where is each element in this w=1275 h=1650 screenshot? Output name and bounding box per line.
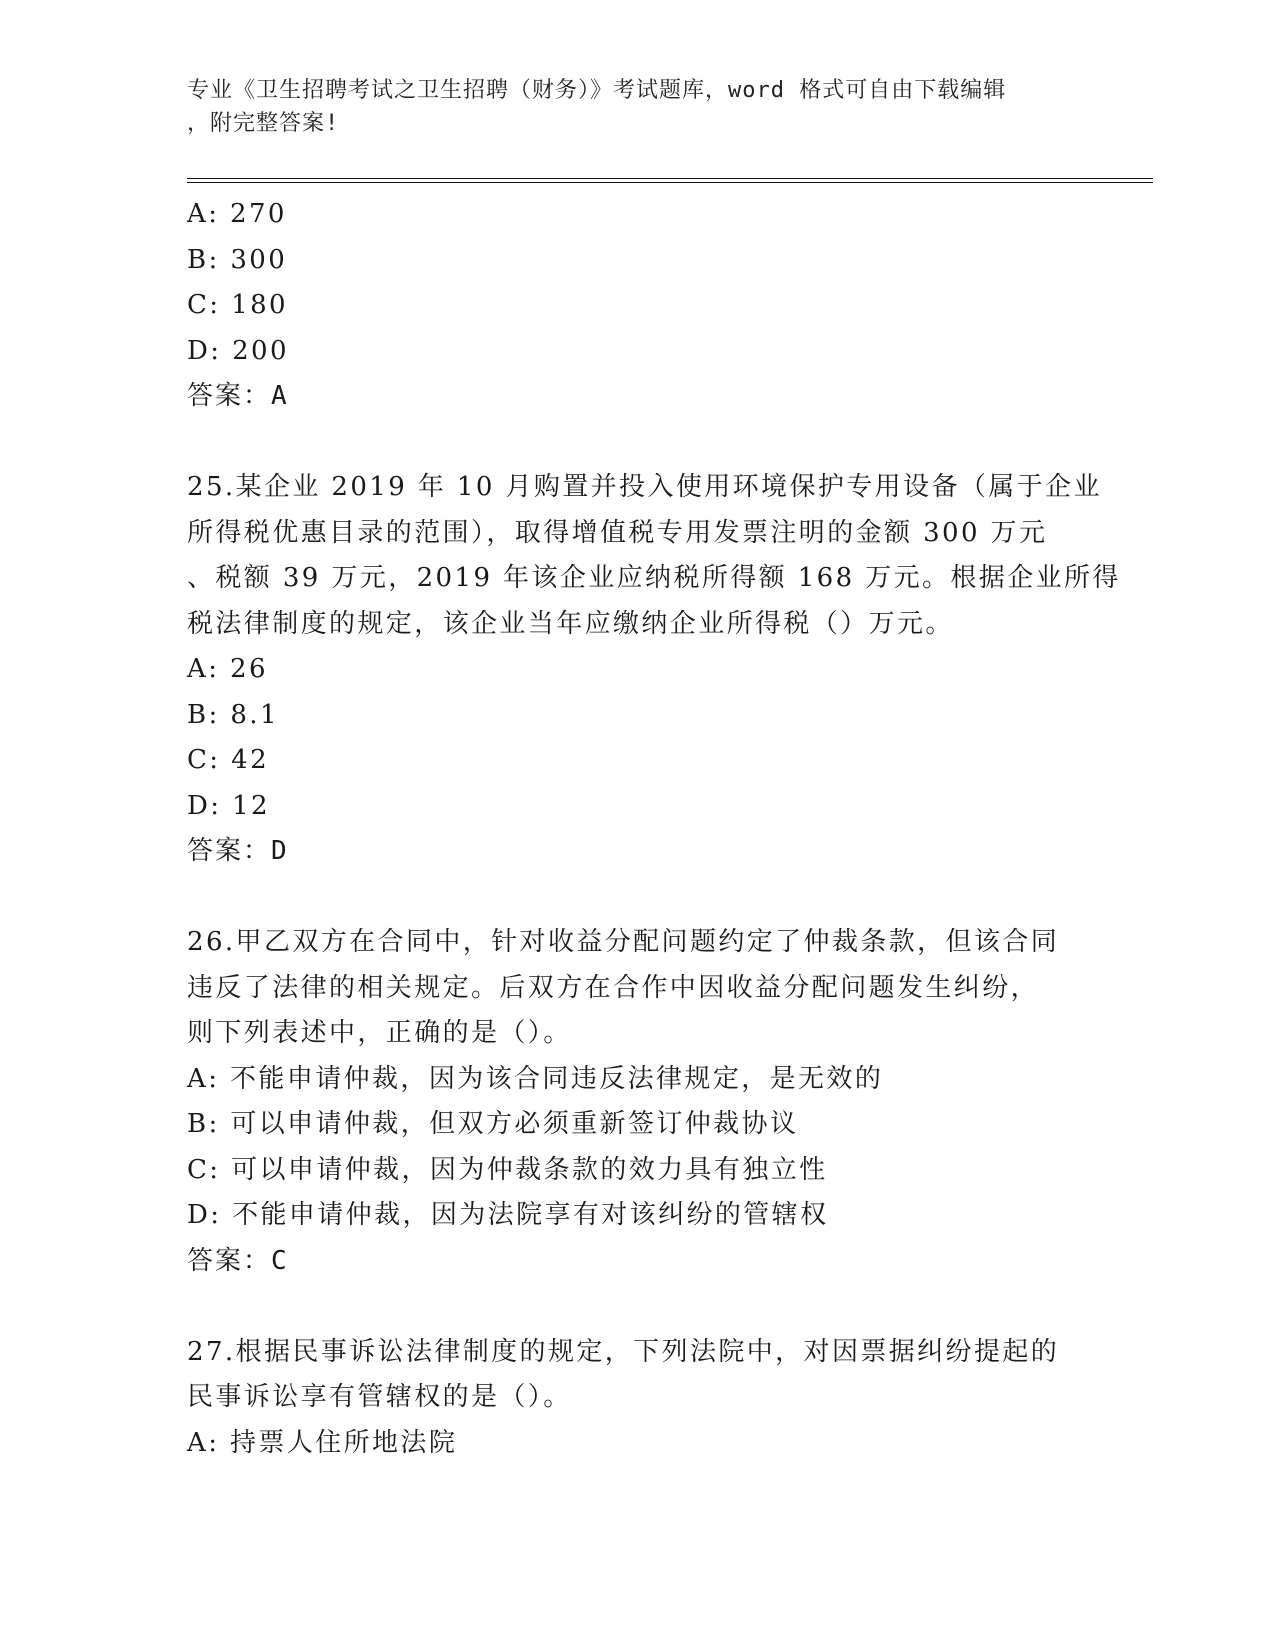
document-header <box>187 74 1087 140</box>
header-divider-bottom <box>187 182 1153 183</box>
spacer <box>187 875 1087 921</box>
answer-value: C <box>271 1245 287 1276</box>
option-b: B: 可以申请仲裁，但双方必须重新签订仲裁协议 <box>187 1109 799 1139</box>
option-a: A: 26 <box>187 654 268 684</box>
question-25 <box>187 465 1121 875</box>
option-c: C: 可以申请仲裁，因为仲裁条款的效力具有独立性 <box>187 1154 828 1185</box>
option-c: C: 42 <box>187 745 270 775</box>
option-b: B: 300 <box>187 244 288 275</box>
question-text-line: 则下列表述中，正确的是（）。 <box>187 1018 572 1048</box>
question-text-line: 所得税优惠目录的范围），取得增值税专用发票注明的金额 300 万元 <box>187 517 1048 548</box>
question-text-line: 、税额 39 万元，2019 年该企业应纳税所得额 168 万元。根据企业所得 <box>187 563 1121 593</box>
answer-label: 答案： <box>187 1245 272 1276</box>
option-d: D: 12 <box>187 790 270 821</box>
question-27 <box>187 1330 1087 1467</box>
question-text-line: 26.甲乙双方在合同中，针对收益分配问题约定了仲裁条款，但该合同 <box>187 927 1060 957</box>
question-text-line: 违反了法律的相关规定。后双方在合作中因收益分配问题发生纠纷， <box>187 972 1040 1003</box>
question-text-line: 27.根据民事诉讼法律制度的规定，下列法院中，对因票据纠纷提起的 <box>187 1336 1060 1367</box>
option-b: B: 8.1 <box>187 699 279 730</box>
question-24-tail <box>187 192 1087 420</box>
header-line-1: 专业《卫生招聘考试之卫生招聘（财务）》考试题库，word 格式可自由下载编辑 <box>187 78 1007 103</box>
option-a: A: 270 <box>187 199 287 229</box>
question-text-line: 25.某企业 2019 年 10 月购置并投入使用环境保护专用设备（属于企业 <box>187 472 1102 502</box>
header-line-2: ，附完整答案! <box>187 111 340 136</box>
option-a: A: 持票人住所地法院 <box>187 1427 458 1458</box>
answer-line <box>187 374 1087 420</box>
option-d: D: 200 <box>187 335 289 366</box>
question-text-line: 民事诉讼享有管辖权的是（）。 <box>187 1382 572 1412</box>
answer-line <box>187 829 1087 875</box>
header-divider-top <box>187 178 1153 179</box>
answer-label: 答案： <box>187 836 272 866</box>
answer-label: 答案： <box>187 381 272 411</box>
option-d: D: 不能申请仲裁，因为法院享有对该纠纷的管辖权 <box>187 1200 829 1230</box>
spacer <box>187 1284 1087 1330</box>
document-body <box>187 192 1121 1466</box>
answer-line <box>187 1239 1087 1285</box>
spacer <box>187 420 1087 466</box>
answer-value: D <box>271 836 287 866</box>
question-text-line: 税法律制度的规定，该企业当年应缴纳企业所得税（）万元。 <box>187 608 954 639</box>
answer-value: A <box>271 381 287 411</box>
option-a: A: 不能申请仲裁，因为该合同违反法律规定，是无效的 <box>187 1063 884 1094</box>
option-c: C: 180 <box>187 290 288 320</box>
question-26 <box>187 920 1087 1284</box>
